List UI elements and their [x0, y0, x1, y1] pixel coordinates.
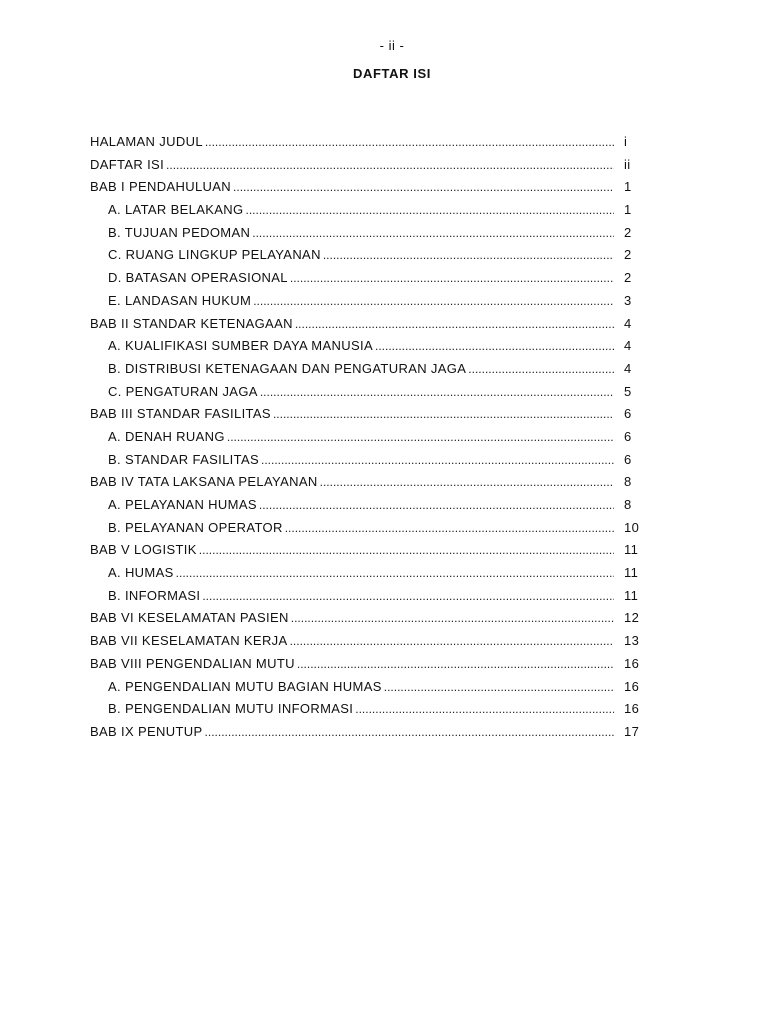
toc-entry-page-number: 16 [624, 678, 640, 694]
toc-entry [90, 179, 650, 202]
toc-entry-page-number: 11 [624, 587, 639, 603]
dot-leader [384, 680, 614, 694]
toc-entry-page-number: 2 [624, 247, 632, 263]
dot-leader [468, 362, 614, 376]
toc-entry-label: BAB VIII PENGENDALIAN MUTU [90, 655, 295, 671]
toc-subentry [90, 247, 650, 270]
toc-entry-label: DAFTAR ISI [90, 156, 165, 172]
toc-entry [90, 542, 650, 565]
toc-entry-page-number: 17 [624, 723, 640, 739]
page-number: - ii - [379, 38, 405, 53]
toc-entry-label: C. PENGATURAN JAGA [108, 383, 258, 399]
toc-entry-page-number: 2 [624, 224, 632, 240]
toc-subentry [90, 202, 650, 225]
toc-entry [90, 474, 650, 497]
dot-leader [166, 158, 614, 172]
toc-subentry [90, 452, 650, 475]
toc-entry [90, 157, 650, 180]
toc-entry-label: A. KUALIFIKASI SUMBER DAYA MANUSIA [108, 338, 373, 354]
toc-entry-page-number: 6 [624, 428, 632, 444]
dot-leader [259, 498, 614, 512]
dot-leader [375, 339, 614, 353]
toc-entry-label: E. LANDASAN HUKUM [108, 292, 252, 308]
toc-entry-label: C. RUANG LINGKUP PELAYANAN [108, 247, 321, 263]
toc-entry-label: B. STANDAR FASILITAS [108, 451, 259, 467]
dot-leader [290, 271, 614, 285]
toc-entry-page-number: 6 [624, 406, 632, 422]
dot-leader [199, 543, 614, 557]
toc-entry-label: B. INFORMASI [108, 587, 201, 603]
dot-leader [205, 725, 614, 739]
toc-entry-page-number: 1 [624, 202, 632, 218]
toc-entry-label: A. PENGENDALIAN MUTU BAGIAN HUMAS [108, 678, 382, 694]
toc-entry-label: BAB VI KESELAMATAN PASIEN [90, 610, 289, 626]
dot-leader [291, 611, 614, 625]
dot-leader [297, 657, 614, 671]
toc-entry-page-number: 8 [624, 497, 632, 512]
toc-entry-label: HALAMAN JUDUL [90, 134, 203, 149]
dot-leader [290, 634, 614, 648]
toc-subentry [90, 588, 650, 611]
toc-entry-label: B. PENGENDALIAN MUTU INFORMASI [108, 701, 354, 717]
dot-leader [273, 407, 614, 421]
dot-leader [285, 521, 614, 535]
toc-entry-page-number: i [624, 134, 628, 149]
toc-subentry [90, 520, 650, 543]
toc-entry-label: BAB IX PENUTUP [90, 723, 203, 739]
toc-entry-page-number: 11 [624, 565, 639, 581]
toc-subentry [90, 338, 650, 361]
dot-leader [227, 430, 614, 444]
toc-entry-page-number: 6 [624, 451, 632, 467]
toc-entry-page-number: 12 [624, 610, 640, 626]
dot-leader [355, 702, 614, 716]
toc-subentry [90, 270, 650, 293]
toc-entry [90, 610, 650, 633]
toc-entry-page-number: ii [624, 156, 631, 172]
dot-leader [252, 226, 614, 240]
toc-entry-label: B. DISTRIBUSI KETENAGAAN DAN PENGATURAN JAGA [108, 360, 467, 376]
toc-entry-label: A. LATAR BELAKANG [108, 202, 244, 218]
toc-entry-label: BAB II STANDAR KETENAGAAN [90, 315, 293, 331]
toc-entry-page-number: 10 [624, 519, 640, 535]
toc-entry-label: A. PELAYANAN HUMAS [108, 497, 257, 512]
toc-entry-label: BAB I PENDAHULUAN [90, 179, 232, 195]
toc-entry-label: D. BATASAN OPERASIONAL [108, 270, 288, 286]
dot-leader [323, 248, 614, 262]
toc-entry [90, 724, 650, 747]
toc-entry-page-number: 5 [624, 383, 632, 399]
toc-entry-page-number: 1 [624, 179, 632, 195]
toc-subentry [90, 361, 650, 384]
toc-entry-label: B. TUJUAN PEDOMAN [108, 224, 251, 240]
toc-entry-page-number: 11 [624, 542, 639, 558]
toc-entry-page-number: 16 [624, 655, 640, 671]
toc-entry-label: BAB IV TATA LAKSANA PELAYANAN [90, 474, 318, 490]
toc-entry-page-number: 16 [624, 701, 640, 717]
toc-entry-page-number: 2 [624, 270, 632, 286]
toc-entry-label: A. DENAH RUANG [108, 428, 225, 444]
toc-entry-label: A. HUMAS [108, 565, 174, 581]
toc-subentry [90, 497, 650, 520]
toc-entry-label: BAB V LOGISTIK [90, 542, 197, 558]
dot-leader [320, 475, 614, 489]
toc-entry-page-number: 3 [624, 292, 632, 308]
toc-entry-page-number: 13 [624, 633, 640, 649]
toc-entry-page-number: 4 [624, 338, 632, 354]
dot-leader [260, 385, 614, 399]
toc-subentry [90, 701, 650, 724]
page-title: DAFTAR ISI [353, 66, 431, 81]
dot-leader [176, 566, 614, 580]
toc-subentry [90, 429, 650, 452]
toc-subentry [90, 225, 650, 248]
toc-entry-label: B. PELAYANAN OPERATOR [108, 519, 283, 535]
toc-entry-label: BAB VII KESELAMATAN KERJA [90, 633, 288, 649]
toc-entry-page-number: 8 [624, 474, 632, 490]
toc-entry [90, 316, 650, 339]
toc-subentry [90, 679, 650, 702]
table-of-contents [90, 134, 650, 747]
toc-entry [90, 656, 650, 679]
toc-entry-page-number: 4 [624, 315, 632, 331]
toc-subentry [90, 293, 650, 316]
toc-subentry [90, 384, 650, 407]
dot-leader [261, 453, 614, 467]
dot-leader [246, 203, 614, 217]
toc-entry [90, 134, 650, 157]
dot-leader [202, 589, 614, 603]
dot-leader [233, 180, 614, 194]
toc-entry [90, 633, 650, 656]
dot-leader [295, 317, 614, 331]
dot-leader [205, 135, 614, 149]
toc-entry-label: BAB III STANDAR FASILITAS [90, 406, 271, 422]
toc-entry [90, 406, 650, 429]
toc-subentry [90, 565, 650, 588]
dot-leader [253, 294, 614, 308]
toc-entry-page-number: 4 [624, 360, 632, 376]
